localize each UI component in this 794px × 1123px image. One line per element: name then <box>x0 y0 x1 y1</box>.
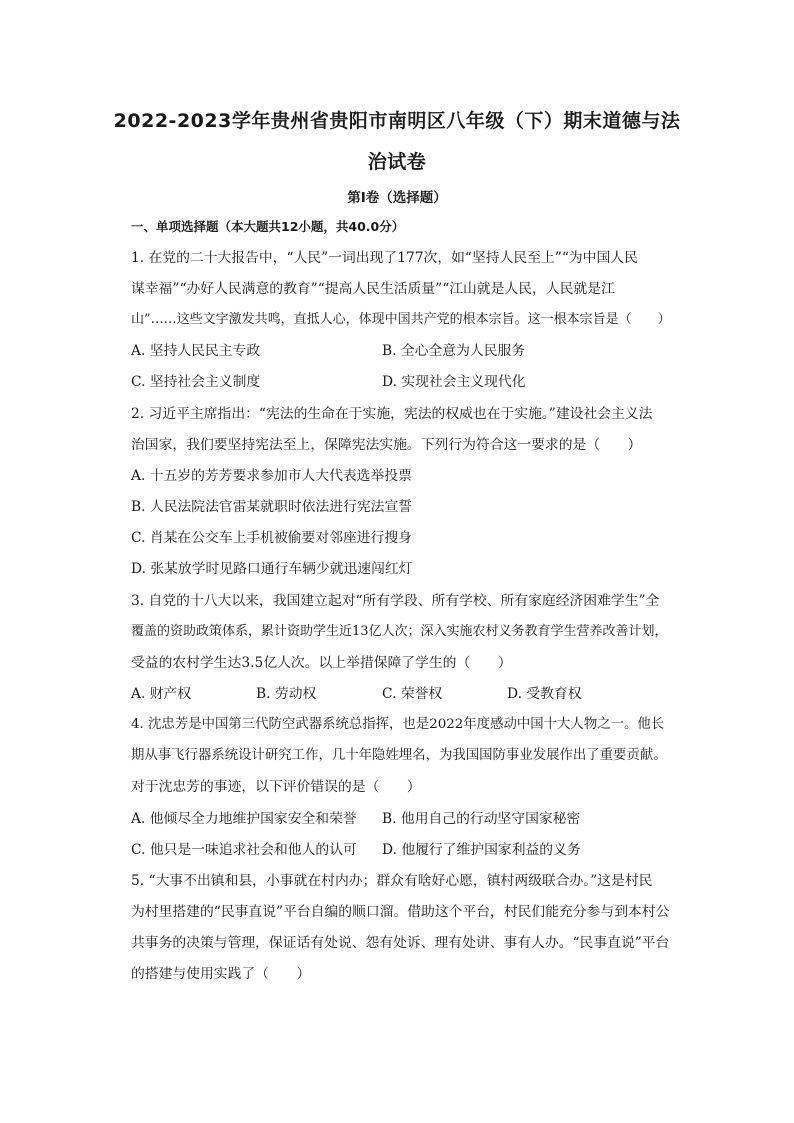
question-4-line-1: 4. 沈忠芳是中国第三代防空武器系统总指挥，也是2022年度感动中国十大人物之一。他长 <box>131 717 665 732</box>
question-4-option-b: B. 他用自己的行动坚守国家秘密 <box>382 811 581 827</box>
question-5-line-4: 的搭建与使用实践了（ ） <box>131 966 311 982</box>
exam-title-line-2: 治试卷 <box>367 151 427 173</box>
question-3-option-a: A. 财产权 <box>131 686 192 702</box>
question-1-line-2: 谋幸福”“办好人民满意的教育”“提高人民生活质量”“江山就是人民，人民就是江 <box>131 281 615 297</box>
question-2-option-c: C. 肖某在公交车上手机被偷要对邻座进行搜身 <box>131 530 412 546</box>
question-3-line-3: 受益的农村学生达3.5亿人次。以上举措保障了学生的（ ） <box>131 655 512 671</box>
question-2-line-2: 治国家，我们要坚持宪法至上，保障宪法实施。下列行为符合这一要求的是（ ） <box>131 437 642 453</box>
question-4-line-3: 对于沈忠芳的事迹，以下评价错误的是（ ） <box>131 779 421 795</box>
section-heading: 一、单项选择题（本大题共12小题，共40.0分） <box>131 219 405 234</box>
question-3-option-c: C. 荣誉权 <box>382 686 443 702</box>
question-5-line-3: 共事务的决策与管理，保证话有处说、怨有处诉、理有处讲、事有人办。“民事直说”平台 <box>131 935 670 951</box>
question-4-option-d: D. 他履行了维护国家利益的义务 <box>382 842 581 858</box>
question-1-line-3: 山”……这些文字激发共鸣，直抵人心，体现中国共产党的根本宗旨。这一根本宗旨是（ ） <box>131 312 671 327</box>
question-2-option-b: B. 人民法院法官雷某就职时依法进行宪法宣誓 <box>131 499 413 515</box>
question-3-line-1: 3. 自党的十八大以来，我国建立起对“所有学段、所有学校、所有家庭经济困难学生”全 <box>131 593 660 609</box>
question-4-option-a: A. 他倾尽全力地维护国家安全和荣誉 <box>131 811 357 827</box>
question-3-option-b: B. 劳动权 <box>256 686 317 702</box>
question-1-option-d: D. 实现社会主义现代化 <box>382 374 526 390</box>
exam-title-line-1: 2022-2023学年贵州省贵阳市南明区八年级（下）期末道德与法 <box>113 110 681 132</box>
question-1-option-b: B. 全心全意为人民服务 <box>382 343 526 359</box>
question-2-line-1: 2. 习近平主席指出：“宪法的生命在于实施，宪法的权威也在于实施。”建设社会主义法 <box>131 406 653 422</box>
question-4-option-c: C. 他只是一味追求社会和他人的认可 <box>131 842 357 858</box>
question-2-option-d: D. 张某放学时见路口通行车辆少就迅速闯红灯 <box>131 561 413 577</box>
question-1-line-1: 1. 在党的二十大报告中，“人民”一词出现了177次，如“坚持人民至上”“为中国人民 <box>131 250 638 266</box>
question-2-option-a: A. 十五岁的芳芳要求参加市人大代表选举投票 <box>131 468 412 484</box>
question-4-line-2: 期从事飞行器系统设计研究工作，几十年隐姓埋名，为我国国防事业发展作出了重要贡献。 <box>131 748 667 763</box>
question-5-line-2: 为村里搭建的“民事直说”平台自编的顺口溜。借助这个平台，村民们能充分参与到本村公 <box>131 904 670 920</box>
question-1-option-a: A. 坚持人民民主专政 <box>131 343 261 359</box>
question-1-option-c: C. 坚持社会主义制度 <box>131 374 261 390</box>
question-3-option-d: D. 受教育权 <box>507 686 582 702</box>
part-title: 第Ⅰ卷（选择题） <box>347 190 447 206</box>
question-3-line-2: 覆盖的资助政策体系，累计资助学生近13亿人次；深入实施农村义务教育学生营养改善计划， <box>131 624 668 639</box>
question-5-line-1: 5. “大事不出镇和县，小事就在村内办；群众有啥好心愿，镇村两级联合办。”这是村民 <box>131 873 653 889</box>
